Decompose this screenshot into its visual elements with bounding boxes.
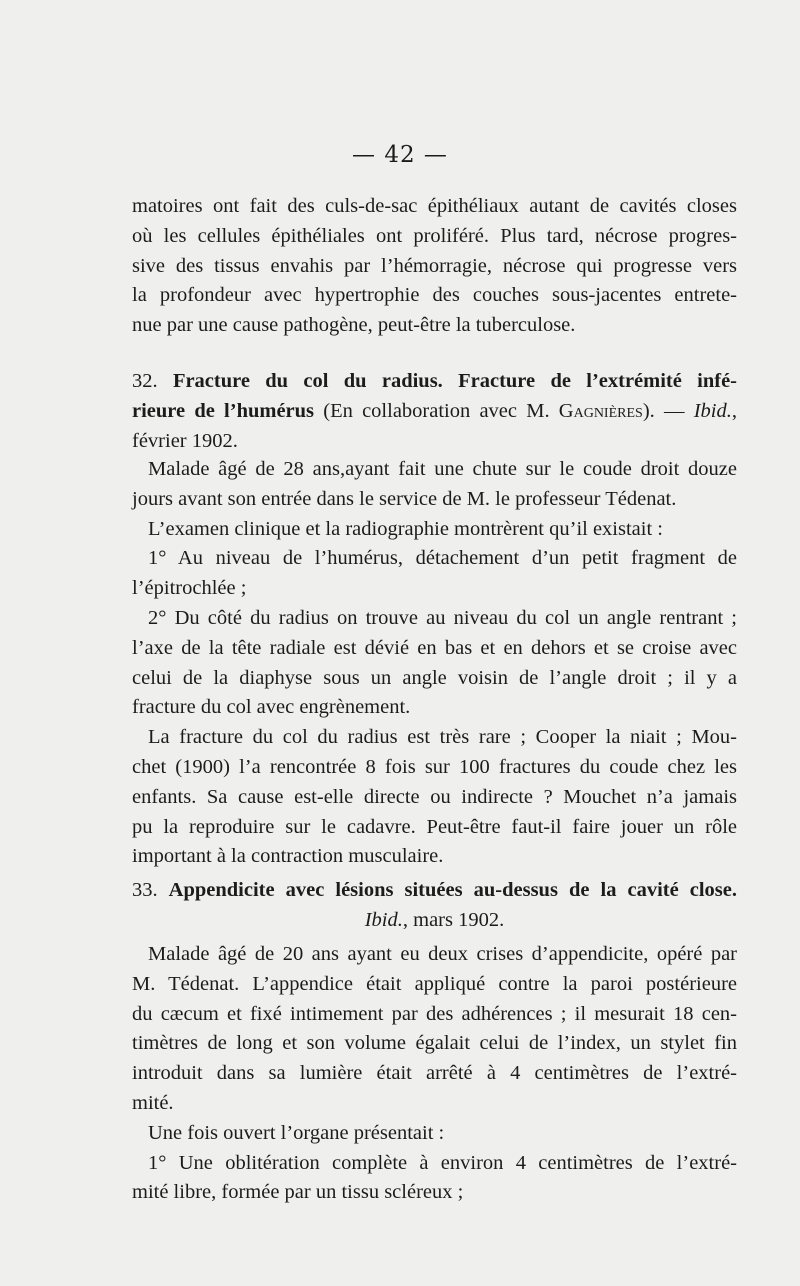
section-33-title-line [132,876,737,906]
text-line: introduit dans sa lumière était arrêté à 4 centimètres de l’extré- [132,1062,737,1085]
collaboration-note: (En collaboration avec M. [314,399,559,422]
text-line: l’épitrochlée ; [132,577,247,600]
text-line: où les cellules épithéliales ont proliféré. Plus tard, nécrose progres- [132,224,737,247]
section-title: Fracture du col du radius. Fracture de l’extrémité infé- [172,370,738,392]
dash: ). — [642,399,694,422]
text-line: mité. [132,1091,174,1114]
ibid-reference: Ibid. [693,399,732,422]
text-line: pu la reproduire sur le cadavre. Peut-être faut-il faire jouer un rôle [132,815,737,838]
text-line: M. Tédenat. L’appendice était appliqué contre la paroi postérieure [132,972,737,995]
section-title: rieure de l’humérus [132,399,315,422]
text-line: 2° Du côté du radius on trouve au niveau du col un angle rentrant ; [148,606,737,629]
text-line: 1° Au niveau de l’humérus, détachement d’un petit fragment de [148,547,737,570]
page-number: — 42 — [352,142,448,168]
section-32-heading [132,367,737,456]
text-line: matoires ont fait des culs-de-sac épithéliaux autant de cavités closes [132,195,737,217]
text-line: Malade âgé de 20 ans ayant eu deux crises d’appendicite, opéré par [148,943,737,965]
text-line: enfants. Sa cause est-elle directe ou indirecte ? Mouchet n’a jamais [132,785,737,808]
text-line: Malade âgé de 28 ans,ayant fait une chute sur le coude droit douze [148,458,737,480]
section-32-title-line [132,397,737,427]
publication-date: février 1902. [132,429,238,452]
text-line: du cæcum et fixé intimement par des adhérences ; il mesurait 18 cen- [132,1002,737,1025]
text-line: timètres de long et son volume égalait celui de l’index, un stylet fin [132,1032,737,1055]
section-number: 33. [132,879,158,901]
collaborator-name: Gagnières [558,399,643,422]
text-line: La fracture du col du radius est très rare ; Cooper la niait ; Mou- [148,726,737,749]
publication-date: , mars 1902. [402,908,505,931]
text-line: chet (1900) l’a rencontrée 8 fois sur 100 fractures du coude chez les [132,755,737,778]
text-line: nue par une cause pathogène, peut-être la tuberculose. [132,314,576,337]
text-line: jours avant son entrée dans le service de M. le professeur Tédenat. [132,487,677,510]
comma: , [731,399,737,422]
text-line: important à la contraction musculaire. [132,845,444,868]
section-33-body [132,940,737,1208]
section-32-title-line [132,367,737,397]
intro-paragraph [132,192,737,341]
text-line: Une fois ouvert l’organe présentait : [148,1121,445,1144]
text-line: sive des tissus envahis par l’hémorragie, nécrose qui progresse vers [132,254,737,277]
text-line: L’examen clinique et la radiographie montrèrent qu’il existait : [148,517,663,540]
ibid-reference: Ibid. [364,908,403,931]
text-line: l’axe de la tête radiale est dévié en bas et en dehors et se croise avec [132,636,737,659]
section-33-source-line [132,906,737,936]
section-title: Appendicite avec lésions situées au-dessus de la cavité close. [168,879,737,901]
text-line: fracture du col avec engrènement. [132,696,411,719]
text-line: la profondeur avec hypertrophie des couches sous-jacentes entrete- [132,284,737,307]
text-line: 1° Une oblitération complète à environ 4 centimètres de l’extré- [148,1151,737,1174]
section-33-heading [132,876,737,936]
section-number: 32. [132,370,158,392]
text-line: celui de la diaphyse sous un angle voisin de l’angle droit ; il y a [132,666,737,689]
text-line: mité libre, formée par un tissu scléreux ; [132,1181,464,1204]
section-32-body [132,455,737,872]
